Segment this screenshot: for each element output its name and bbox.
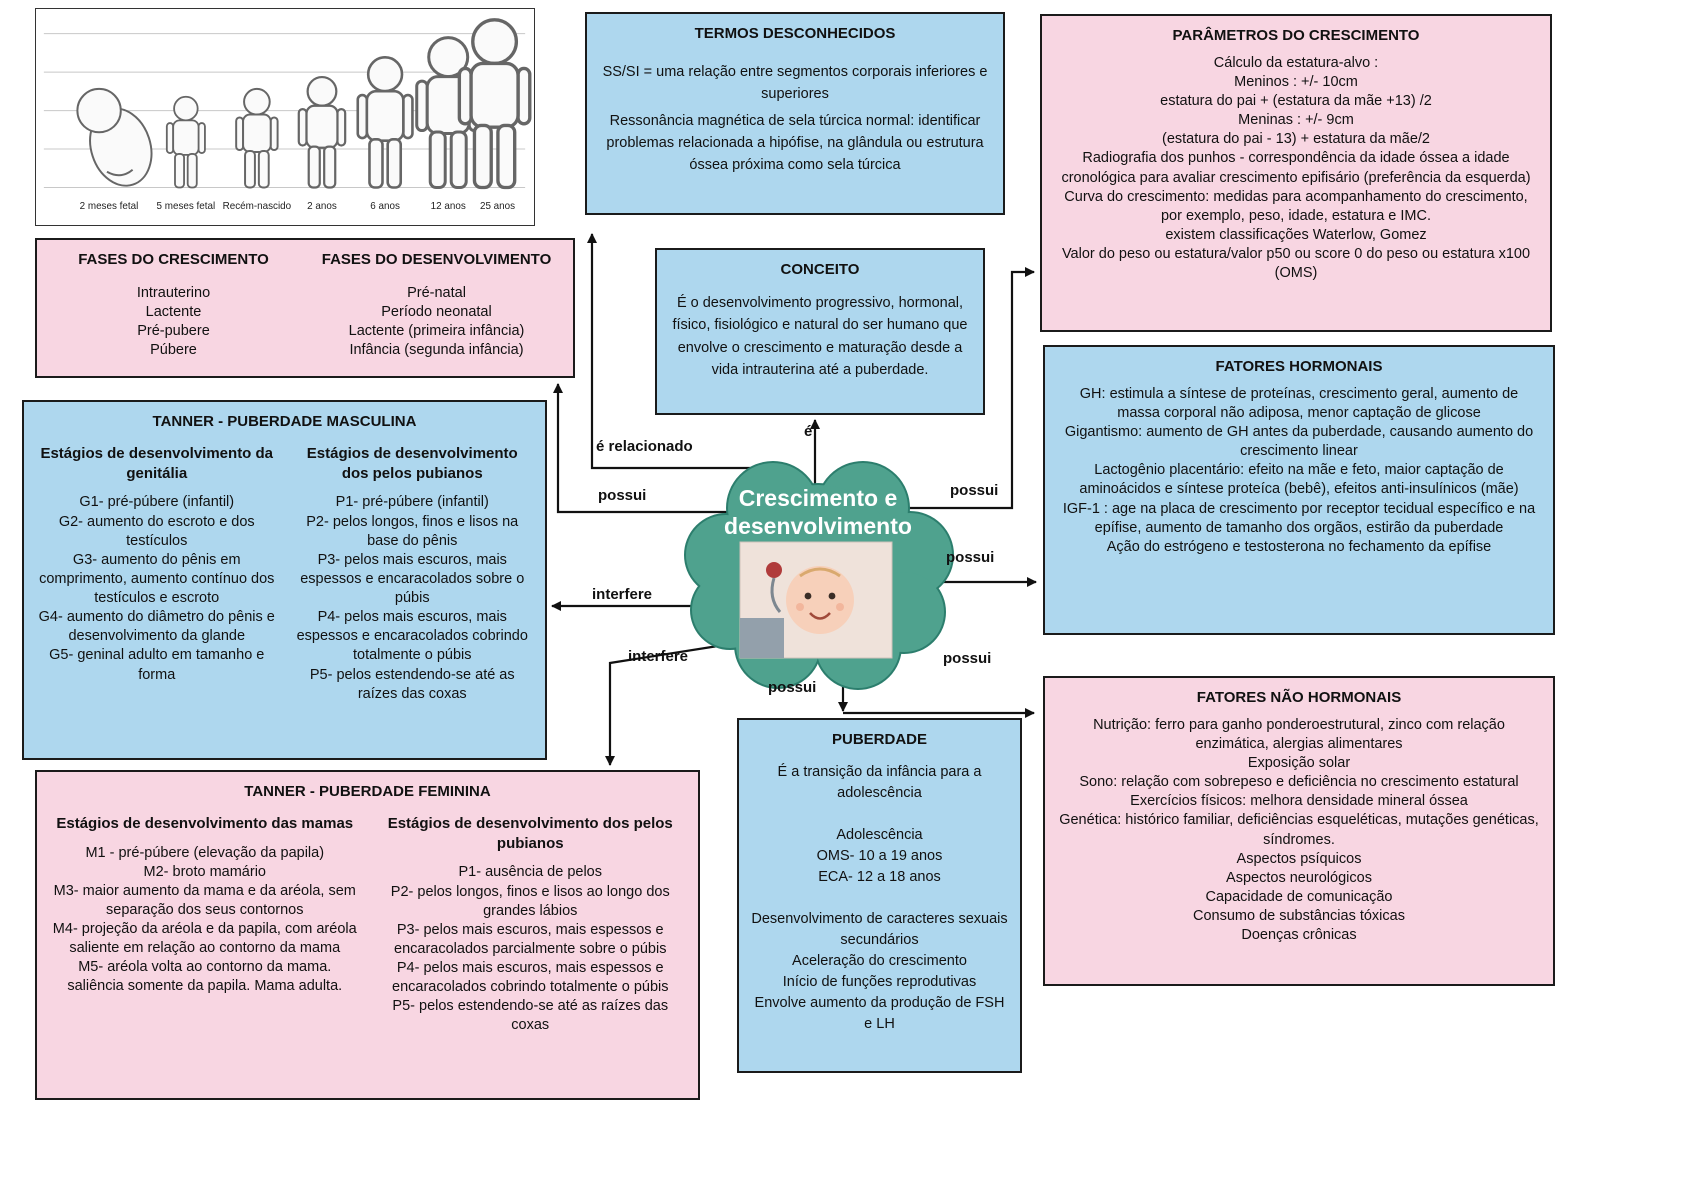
node-parametros-crescimento [1040, 14, 1552, 332]
central-title-line1: Crescimento e [738, 485, 898, 511]
text-line: P4- pelos mais escuros, mais espessos e encaracolados cobrindo totalmente o púbis [296, 609, 528, 664]
column-subtitle: Estágios de desenvolvimento dos pelos pubianos [306, 444, 518, 482]
text-line: OMS- 10 a 19 anos [816, 847, 943, 864]
mamas-list [49, 844, 361, 997]
edge-label-possui-fases: possui [598, 487, 647, 504]
stage-label: 6 anos [370, 201, 400, 213]
text-line: G2- aumento do escroto e dos testículos [58, 513, 255, 549]
person-figure [236, 89, 277, 188]
conceito-body: É o desenvolvimento progressivo, hormonal, físico, fisiológico e natural do ser humano que envolve o crescimento e maturação desde a vida intrauterina até a puberdade. [672, 294, 968, 379]
text-line: Nutrição: ferro para ganho ponderoestrutural, zinco com relação enzimática, alergias alimentares [1093, 716, 1505, 752]
text-line: G5- geninal adulto em tamanho e forma [49, 647, 265, 683]
person-figure [358, 57, 413, 187]
text-line: Radiografia dos punhos - correspondência da idade óssea a idade cronológica para avaliar crescimento epifisário (preferência da esquerda) [1061, 150, 1531, 186]
text-line: P1- ausência de pelos [458, 864, 602, 881]
node-tanner-feminina [35, 770, 700, 1100]
node-termos-desconhecidos [585, 12, 1005, 215]
text-line: Lactente (primeira infância) [348, 323, 525, 340]
stage-label: 25 anos [479, 201, 516, 213]
text-line: P5- pelos estendendo-se até as raízes das coxas [309, 666, 515, 702]
text-line: Consumo de substâncias tóxicas [1193, 908, 1405, 925]
fases-desenvolvimento-column [312, 248, 561, 360]
text-line: Aspectos psíquicos [1236, 850, 1362, 867]
text-line: Cálculo da estatura-alvo : [1213, 54, 1379, 71]
column-subtitle: Estágios de desenvolvimento dos pelos pubianos [387, 814, 673, 852]
person-figure [299, 77, 345, 187]
text-line: Doenças crônicas [1241, 927, 1357, 944]
text-line: Período neonatal [381, 303, 492, 320]
parametros-lines [1054, 54, 1538, 284]
text-line [751, 888, 1008, 909]
text-line: Ação do estrógeno e testosterona no fechamento da epífise [1106, 538, 1492, 555]
text-line: Genética: histórico familiar, deficiências esqueléticas, mutações genéticas, síndromes. [1059, 812, 1539, 848]
box-title: CONCEITO [780, 261, 860, 278]
fases-crescimento-list [49, 284, 298, 361]
growth-stages-figure [35, 8, 535, 226]
stage-label: 2 anos [307, 201, 337, 213]
text-line: M3- maior aumento da mama e da aréola, sem separação dos seus contornos [53, 882, 356, 918]
edge-label-possui-parametros: possui [950, 482, 999, 499]
text-line: G4- aumento do diâmetro do pênis e desenvolvimento da glande [38, 609, 275, 645]
puberdade-lines [751, 762, 1008, 1035]
edge-label-possui-nao-hormonais: possui [943, 650, 992, 667]
text-line: Ressonância magnética de sela túrcica normal: identificar problemas relacionada a hipófise, na glândula ou estrutura óssea próxima como sela túrcica [606, 113, 984, 173]
edge-label-possui-puberdade: possui [768, 679, 817, 696]
text-line: G1- pré-púbere (infantil) [79, 494, 235, 511]
fatores-hormonais-lines [1057, 385, 1541, 557]
person-figure [459, 20, 529, 188]
column-subtitle: Estágios de desenvolvimento da genitália [40, 444, 274, 482]
tanner-masculina-genitalia-column [36, 440, 278, 685]
text-line: Sono: relação com sobrepeso e deficiência no crescimento estatural [1079, 774, 1519, 791]
text-line: P1- pré-púbere (infantil) [335, 494, 489, 511]
text-line: M4- projeção da aréola e da papila, com aréola saliente em relação ao contorno da mama [52, 921, 357, 957]
text-line: É a transição da infância para a adolescência [777, 763, 982, 801]
text-line: M2- broto mamário [143, 863, 266, 880]
edge-label-e: é [804, 423, 813, 440]
box-title: FASES DO CRESCIMENTO [78, 251, 269, 268]
text-line: Desenvolvimento de caracteres sexuais secundários [751, 910, 1008, 948]
node-tanner-masculina [22, 400, 547, 760]
text-line: Envolve aumento da produção de FSH e LH [754, 994, 1005, 1032]
text-line: P2- pelos longos, finos e lisos ao longo dos grandes lábios [390, 883, 670, 919]
text-line: P3- pelos mais escuros, mais espessos e encaracolados parcialmente sobre o púbis [394, 921, 667, 957]
fases-crescimento-column [49, 248, 298, 360]
box-title: TANNER - PUBERDADE FEMININA [244, 783, 491, 800]
text-line: IGF-1 : age na placa de crescimento por receptor tecidual específico e na epífise, aumento de tamanho dos orgãos, estirão da puberdade [1062, 500, 1536, 536]
text-line: Púbere [150, 342, 197, 359]
edge-label-interfere-masculina: interfere [592, 586, 653, 603]
edge-label-e-relacionado: é relacionado [596, 438, 693, 455]
text-line [751, 804, 1008, 825]
cloud-drawing [678, 450, 958, 690]
text-line: Início de funções reprodutivas [782, 973, 977, 990]
box-title: TANNER - PUBERDADE MASCULINA [152, 413, 417, 430]
node-fatores-hormonais [1043, 345, 1555, 635]
fatores-nao-hormonais-lines [1057, 716, 1541, 946]
text-line: Pré-natal [407, 284, 466, 301]
tanner-masculina-pelos-column [292, 440, 534, 704]
text-line: Lactente [145, 303, 202, 320]
termos-lines [599, 62, 991, 177]
node-conceito [655, 248, 985, 415]
text-line: estatura do pai + (estatura da mãe +13) /2 [1160, 93, 1432, 110]
node-fases [35, 238, 575, 378]
text-line: Valor do peso ou estatura/valor p50 ou score 0 do peso ou estatura x100 (OMS) [1061, 246, 1531, 282]
text-line: Adolescência [836, 826, 923, 843]
text-line: Gigantismo: aumento de GH antes da puberdade, causando aumento do crescimento linear [1064, 424, 1534, 460]
text-line: Capacidade de comunicação [1205, 888, 1393, 905]
box-title: FASES DO DESENVOLVIMENTO [321, 251, 552, 268]
tanner-feminina-mamas-column [49, 810, 361, 997]
text-line: Infância (segunda infância) [349, 342, 524, 359]
node-fatores-nao-hormonais [1043, 676, 1555, 986]
pelos-list [292, 493, 534, 703]
text-line: Pré-pubere [137, 323, 210, 340]
pelos-list [375, 863, 687, 1035]
growth-stages-drawing [36, 9, 533, 224]
central-title-line2: desenvolvimento [724, 513, 912, 539]
box-title: TERMOS DESCONHECIDOS [694, 25, 896, 42]
text-line: Aspectos neurológicos [1226, 869, 1372, 886]
text-line: M5- aréola volta ao contorno da mama. saliência somente da papila. Mama adulta. [67, 959, 343, 995]
stage-label: 2 meses fetal [79, 201, 139, 213]
text-line: ECA- 12 a 18 anos [818, 868, 941, 885]
text-line: Lactogênio placentário: efeito na mãe e feto, maior captação de aminoácidos e síntese proteíca (bebê), efeitos anti-insulínicos (mãe) [1079, 462, 1519, 498]
text-line: P4- pelos mais escuros, mais espessos e encaracolados cobrindo totalmente o púbis [392, 960, 669, 996]
text-line: G3- aumento do pênis em comprimento, aumento contínuo dos testículos e escroto [39, 551, 275, 607]
text-line: existem classificações Waterlow, Gomez [1165, 226, 1427, 243]
text-line: GH: estimula a síntese de proteínas, crescimento geral, aumento de massa corporal não adiposa, menor captação de glicose [1079, 385, 1519, 421]
edge-label-possui-hormonais: possui [946, 549, 995, 566]
stage-label: 5 meses fetal [156, 201, 216, 213]
text-line: Meninas : +/- 9cm [1238, 112, 1354, 129]
text-line: P3- pelos mais escuros, mais espessos e encaracolados sobre o púbis [300, 551, 525, 607]
box-title: PARÂMETROS DO CRESCIMENTO [1172, 27, 1420, 44]
text-line: Meninos : +/- 10cm [1234, 73, 1358, 90]
text-line: Intrauterino [136, 284, 211, 301]
column-subtitle: Estágios de desenvolvimento das mamas [56, 814, 354, 832]
stage-label: Recém-nascido [222, 201, 292, 213]
text-line: Curva do crescimento: medidas para acompanhamento do crescimento, por exemplo, peso, idade, estatura e IMC. [1064, 188, 1528, 224]
stage-label: 12 anos [430, 201, 466, 213]
text-line: P5- pelos estendendo-se até as raízes das coxas [392, 998, 669, 1034]
box-title: PUBERDADE [831, 731, 927, 748]
box-title: FATORES NÃO HORMONAIS [1196, 689, 1402, 706]
node-puberdade [737, 718, 1022, 1073]
central-node-cloud [678, 450, 958, 690]
tanner-feminina-pelos-column [375, 810, 687, 1036]
genitalia-list [36, 493, 278, 684]
fases-desenvolvimento-list [312, 284, 561, 361]
baby-photo [740, 542, 892, 658]
text-line: P2- pelos longos, finos e lisos na base do pênis [306, 513, 519, 549]
text-line: Exercícios físicos: melhora densidade mineral óssea [1130, 793, 1468, 810]
text-line: Aceleração do crescimento [792, 952, 967, 969]
box-title: FATORES HORMONAIS [1215, 358, 1383, 375]
edge-label-interfere-feminina: interfere [628, 648, 689, 665]
text-line: (estatura do pai - 13) + estatura da mãe/2 [1161, 131, 1430, 148]
text-line: Exposição solar [1247, 755, 1351, 772]
text-line: M1 - pré-púbere (elevação da papila) [85, 844, 325, 861]
text-line: SS/SI = uma relação entre segmentos corporais inferiores e superiores [602, 63, 988, 102]
fetus-figure [77, 89, 161, 194]
